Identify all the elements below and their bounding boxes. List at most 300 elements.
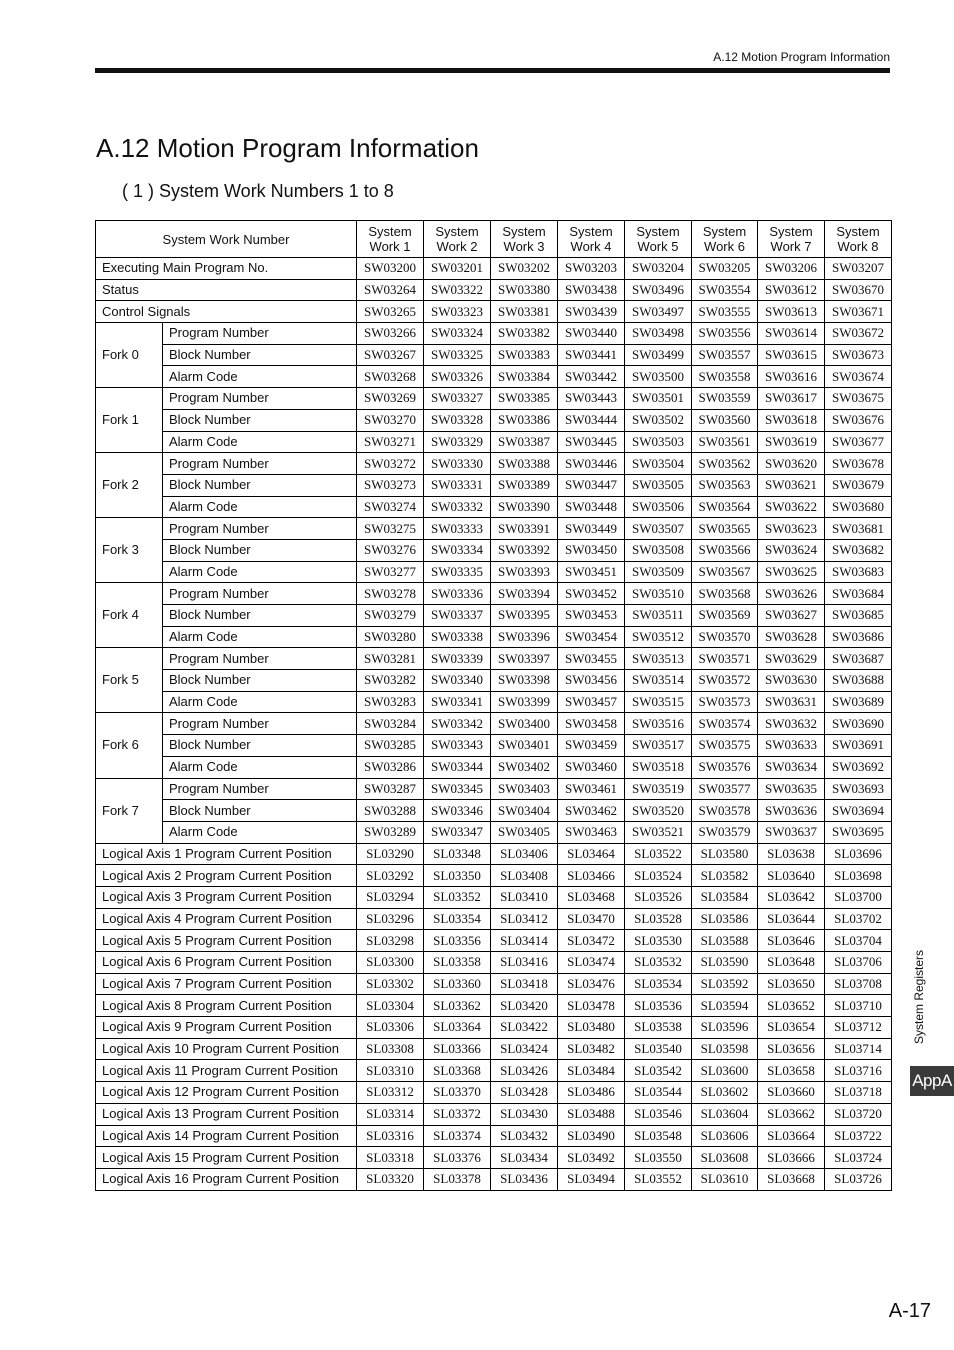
register-cell: SW03506 bbox=[625, 496, 692, 518]
register-cell: SW03671 bbox=[825, 301, 892, 323]
table-row bbox=[96, 344, 892, 366]
register-cell: SW03334 bbox=[424, 539, 491, 561]
register-cell: SW03399 bbox=[491, 691, 558, 713]
row-label: Block Number bbox=[163, 344, 357, 366]
register-cell: SW03453 bbox=[558, 605, 625, 627]
table-row bbox=[96, 713, 892, 735]
table-row bbox=[96, 735, 892, 757]
running-header: A.12 Motion Program Information bbox=[713, 50, 890, 64]
register-cell: SL03642 bbox=[758, 886, 825, 908]
register-cell: SL03606 bbox=[692, 1125, 758, 1147]
register-cell: SL03378 bbox=[424, 1168, 491, 1190]
row-label: Alarm Code bbox=[163, 691, 357, 713]
register-cell: SW03327 bbox=[424, 388, 491, 410]
row-label: Alarm Code bbox=[163, 561, 357, 583]
row-label: Logical Axis 11 Program Current Position bbox=[96, 1060, 357, 1082]
table-row bbox=[96, 800, 892, 822]
register-cell: SL03552 bbox=[625, 1168, 692, 1190]
register-cell: SL03476 bbox=[558, 973, 625, 995]
register-cell: SW03328 bbox=[424, 409, 491, 431]
register-cell: SW03201 bbox=[424, 258, 491, 280]
register-cell: SW03576 bbox=[692, 756, 758, 778]
register-cell: SL03486 bbox=[558, 1082, 625, 1104]
table-row bbox=[96, 930, 892, 952]
row-label: Logical Axis 1 Program Current Position bbox=[96, 843, 357, 865]
register-cell: SW03449 bbox=[558, 518, 625, 540]
register-cell: SW03682 bbox=[825, 539, 892, 561]
register-cell: SL03668 bbox=[758, 1168, 825, 1190]
register-cell: SW03322 bbox=[424, 279, 491, 301]
register-cell: SW03564 bbox=[692, 496, 758, 518]
row-label: Program Number bbox=[163, 778, 357, 800]
register-cell: SL03718 bbox=[825, 1082, 892, 1104]
register-cell: SL03582 bbox=[692, 865, 758, 887]
register-cell: SL03364 bbox=[424, 1017, 491, 1039]
register-cell: SW03397 bbox=[491, 648, 558, 670]
register-cell: SL03294 bbox=[357, 886, 424, 908]
register-cell: SW03618 bbox=[758, 409, 825, 431]
register-cell: SW03405 bbox=[491, 821, 558, 843]
register-cell: SL03470 bbox=[558, 908, 625, 930]
register-cell: SL03290 bbox=[357, 843, 424, 865]
register-cell: SL03716 bbox=[825, 1060, 892, 1082]
column-header: System Work 8 bbox=[825, 221, 892, 258]
row-label: Alarm Code bbox=[163, 431, 357, 453]
register-cell: SW03558 bbox=[692, 366, 758, 388]
register-cell: SW03287 bbox=[357, 778, 424, 800]
register-cell: SW03574 bbox=[692, 713, 758, 735]
fork-label: Fork 7 bbox=[96, 778, 163, 843]
register-cell: SL03480 bbox=[558, 1017, 625, 1039]
register-cell: SW03693 bbox=[825, 778, 892, 800]
register-cell: SL03494 bbox=[558, 1168, 625, 1190]
register-cell: SL03300 bbox=[357, 952, 424, 974]
register-cell: SW03627 bbox=[758, 605, 825, 627]
register-cell: SW03264 bbox=[357, 279, 424, 301]
register-cell: SW03462 bbox=[558, 800, 625, 822]
table-row bbox=[96, 388, 892, 410]
register-cell: SW03340 bbox=[424, 670, 491, 692]
row-label: Logical Axis 16 Program Current Position bbox=[96, 1168, 357, 1190]
register-cell: SL03372 bbox=[424, 1103, 491, 1125]
register-cell: SL03422 bbox=[491, 1017, 558, 1039]
register-cell: SW03622 bbox=[758, 496, 825, 518]
register-cell: SL03302 bbox=[357, 973, 424, 995]
table-row bbox=[96, 583, 892, 605]
register-cell: SW03633 bbox=[758, 735, 825, 757]
register-cell: SW03676 bbox=[825, 409, 892, 431]
register-cell: SW03385 bbox=[491, 388, 558, 410]
register-cell: SW03284 bbox=[357, 713, 424, 735]
row-label: Program Number bbox=[163, 453, 357, 475]
register-cell: SL03362 bbox=[424, 995, 491, 1017]
register-cell: SL03306 bbox=[357, 1017, 424, 1039]
column-header: System Work 1 bbox=[357, 221, 424, 258]
register-cell: SW03623 bbox=[758, 518, 825, 540]
register-cell: SL03708 bbox=[825, 973, 892, 995]
row-label: Block Number bbox=[163, 800, 357, 822]
register-cell: SW03684 bbox=[825, 583, 892, 605]
register-cell: SW03675 bbox=[825, 388, 892, 410]
register-cell: SW03441 bbox=[558, 344, 625, 366]
row-label: Control Signals bbox=[96, 301, 357, 323]
register-cell: SW03510 bbox=[625, 583, 692, 605]
register-cell: SL03376 bbox=[424, 1147, 491, 1169]
register-cell: SW03439 bbox=[558, 301, 625, 323]
register-cell: SW03442 bbox=[558, 366, 625, 388]
register-cell: SW03450 bbox=[558, 539, 625, 561]
register-cell: SW03267 bbox=[357, 344, 424, 366]
row-label: Logical Axis 13 Program Current Position bbox=[96, 1103, 357, 1125]
register-cell: SL03646 bbox=[758, 930, 825, 952]
register-cell: SL03696 bbox=[825, 843, 892, 865]
register-cell: SL03296 bbox=[357, 908, 424, 930]
table-row bbox=[96, 626, 892, 648]
register-cell: SW03337 bbox=[424, 605, 491, 627]
register-cell: SW03674 bbox=[825, 366, 892, 388]
row-label: Alarm Code bbox=[163, 496, 357, 518]
register-cell: SL03706 bbox=[825, 952, 892, 974]
register-cell: SW03393 bbox=[491, 561, 558, 583]
register-cell: SL03368 bbox=[424, 1060, 491, 1082]
register-cell: SW03561 bbox=[692, 431, 758, 453]
register-cell: SW03615 bbox=[758, 344, 825, 366]
register-cell: SW03579 bbox=[692, 821, 758, 843]
register-cell: SL03550 bbox=[625, 1147, 692, 1169]
register-cell: SL03532 bbox=[625, 952, 692, 974]
register-cell: SL03314 bbox=[357, 1103, 424, 1125]
register-cell: SW03569 bbox=[692, 605, 758, 627]
register-cell: SL03354 bbox=[424, 908, 491, 930]
table-row bbox=[96, 561, 892, 583]
register-cell: SL03638 bbox=[758, 843, 825, 865]
register-cell: SL03530 bbox=[625, 930, 692, 952]
register-cell: SW03395 bbox=[491, 605, 558, 627]
row-label: Block Number bbox=[163, 735, 357, 757]
register-cell: SL03602 bbox=[692, 1082, 758, 1104]
register-cell: SL03356 bbox=[424, 930, 491, 952]
register-cell: SL03434 bbox=[491, 1147, 558, 1169]
register-cell: SL03428 bbox=[491, 1082, 558, 1104]
row-label: Program Number bbox=[163, 583, 357, 605]
column-header: System Work 7 bbox=[758, 221, 825, 258]
register-cell: SL03536 bbox=[625, 995, 692, 1017]
register-cell: SW03280 bbox=[357, 626, 424, 648]
register-cell: SW03200 bbox=[357, 258, 424, 280]
register-cell: SW03497 bbox=[625, 301, 692, 323]
fork-label: Fork 1 bbox=[96, 388, 163, 453]
table-row bbox=[96, 431, 892, 453]
register-cell: SL03436 bbox=[491, 1168, 558, 1190]
register-cell: SW03678 bbox=[825, 453, 892, 475]
register-cell: SW03560 bbox=[692, 409, 758, 431]
table-row bbox=[96, 756, 892, 778]
fork-label: Fork 3 bbox=[96, 518, 163, 583]
register-cell: SL03594 bbox=[692, 995, 758, 1017]
register-cell: SW03345 bbox=[424, 778, 491, 800]
table-row bbox=[96, 1038, 892, 1060]
register-cell: SL03492 bbox=[558, 1147, 625, 1169]
register-cell: SW03688 bbox=[825, 670, 892, 692]
table-row bbox=[96, 865, 892, 887]
register-cell: SW03286 bbox=[357, 756, 424, 778]
register-cell: SW03202 bbox=[491, 258, 558, 280]
register-cell: SW03335 bbox=[424, 561, 491, 583]
register-cell: SL03350 bbox=[424, 865, 491, 887]
register-cell: SL03548 bbox=[625, 1125, 692, 1147]
register-cell: SW03559 bbox=[692, 388, 758, 410]
register-cell: SW03460 bbox=[558, 756, 625, 778]
register-cell: SL03464 bbox=[558, 843, 625, 865]
register-cell: SW03625 bbox=[758, 561, 825, 583]
register-cell: SW03445 bbox=[558, 431, 625, 453]
register-cell: SL03590 bbox=[692, 952, 758, 974]
register-cell: SL03700 bbox=[825, 886, 892, 908]
register-cell: SW03338 bbox=[424, 626, 491, 648]
register-cell: SW03563 bbox=[692, 474, 758, 496]
register-cell: SW03683 bbox=[825, 561, 892, 583]
register-cell: SW03565 bbox=[692, 518, 758, 540]
register-cell: SW03575 bbox=[692, 735, 758, 757]
fork-label: Fork 2 bbox=[96, 453, 163, 518]
table-row bbox=[96, 952, 892, 974]
register-cell: SL03526 bbox=[625, 886, 692, 908]
table-row bbox=[96, 258, 892, 280]
register-cell: SW03571 bbox=[692, 648, 758, 670]
register-cell: SW03331 bbox=[424, 474, 491, 496]
register-cell: SW03386 bbox=[491, 409, 558, 431]
register-cell: SL03544 bbox=[625, 1082, 692, 1104]
register-cell: SL03360 bbox=[424, 973, 491, 995]
register-cell: SL03546 bbox=[625, 1103, 692, 1125]
register-cell: SW03637 bbox=[758, 821, 825, 843]
table-row bbox=[96, 539, 892, 561]
register-cell: SW03278 bbox=[357, 583, 424, 605]
register-cell: SW03205 bbox=[692, 258, 758, 280]
register-cell: SW03517 bbox=[625, 735, 692, 757]
register-cell: SW03326 bbox=[424, 366, 491, 388]
table-row bbox=[96, 843, 892, 865]
register-cell: SW03577 bbox=[692, 778, 758, 800]
register-cell: SW03271 bbox=[357, 431, 424, 453]
section-title: ( 1 ) System Work Numbers 1 to 8 bbox=[122, 181, 394, 201]
register-cell: SL03408 bbox=[491, 865, 558, 887]
register-cell: SL03304 bbox=[357, 995, 424, 1017]
table-row bbox=[96, 409, 892, 431]
register-cell: SL03586 bbox=[692, 908, 758, 930]
register-cell: SW03274 bbox=[357, 496, 424, 518]
register-cell: SL03472 bbox=[558, 930, 625, 952]
register-cell: SW03398 bbox=[491, 670, 558, 692]
register-cell: SL03412 bbox=[491, 908, 558, 930]
register-cell: SW03507 bbox=[625, 518, 692, 540]
register-cell: SW03380 bbox=[491, 279, 558, 301]
register-cell: SW03630 bbox=[758, 670, 825, 692]
register-cell: SL03710 bbox=[825, 995, 892, 1017]
register-cell: SW03207 bbox=[825, 258, 892, 280]
register-cell: SW03573 bbox=[692, 691, 758, 713]
register-cell: SW03677 bbox=[825, 431, 892, 453]
table-row bbox=[96, 1147, 892, 1169]
register-cell: SW03636 bbox=[758, 800, 825, 822]
register-cell: SL03640 bbox=[758, 865, 825, 887]
register-cell: SW03332 bbox=[424, 496, 491, 518]
register-cell: SL03370 bbox=[424, 1082, 491, 1104]
table-row bbox=[96, 973, 892, 995]
page-title: A.12 Motion Program Information bbox=[96, 133, 479, 163]
register-cell: SL03292 bbox=[357, 865, 424, 887]
register-cell: SW03498 bbox=[625, 323, 692, 345]
register-cell: SW03454 bbox=[558, 626, 625, 648]
register-cell: SW03556 bbox=[692, 323, 758, 345]
row-label: Logical Axis 4 Program Current Position bbox=[96, 908, 357, 930]
register-cell: SL03666 bbox=[758, 1147, 825, 1169]
register-cell: SW03446 bbox=[558, 453, 625, 475]
register-cell: SW03391 bbox=[491, 518, 558, 540]
register-cell: SW03518 bbox=[625, 756, 692, 778]
register-cell: SL03366 bbox=[424, 1038, 491, 1060]
register-cell: SW03272 bbox=[357, 453, 424, 475]
register-cell: SW03502 bbox=[625, 409, 692, 431]
register-cell: SL03528 bbox=[625, 908, 692, 930]
register-cell: SW03461 bbox=[558, 778, 625, 800]
register-cell: SW03324 bbox=[424, 323, 491, 345]
table-row bbox=[96, 605, 892, 627]
register-cell: SW03505 bbox=[625, 474, 692, 496]
register-cell: SL03488 bbox=[558, 1103, 625, 1125]
register-cell: SL03592 bbox=[692, 973, 758, 995]
register-cell: SW03500 bbox=[625, 366, 692, 388]
register-cell: SL03610 bbox=[692, 1168, 758, 1190]
register-cell: SW03344 bbox=[424, 756, 491, 778]
register-cell: SL03420 bbox=[491, 995, 558, 1017]
row-label: Block Number bbox=[163, 474, 357, 496]
row-label: Logical Axis 5 Program Current Position bbox=[96, 930, 357, 952]
row-label: Alarm Code bbox=[163, 626, 357, 648]
register-cell: SW03341 bbox=[424, 691, 491, 713]
register-cell: SL03522 bbox=[625, 843, 692, 865]
table-row bbox=[96, 670, 892, 692]
register-cell: SW03456 bbox=[558, 670, 625, 692]
register-cell: SW03687 bbox=[825, 648, 892, 670]
register-cell: SW03568 bbox=[692, 583, 758, 605]
register-cell: SL03418 bbox=[491, 973, 558, 995]
register-cell: SW03629 bbox=[758, 648, 825, 670]
register-cell: SL03474 bbox=[558, 952, 625, 974]
register-cell: SL03466 bbox=[558, 865, 625, 887]
table-header-row bbox=[96, 221, 892, 258]
row-label: Logical Axis 14 Program Current Position bbox=[96, 1125, 357, 1147]
row-label: Logical Axis 6 Program Current Position bbox=[96, 952, 357, 974]
register-cell: SW03509 bbox=[625, 561, 692, 583]
register-cell: SW03283 bbox=[357, 691, 424, 713]
register-cell: SW03447 bbox=[558, 474, 625, 496]
register-cell: SL03416 bbox=[491, 952, 558, 974]
register-cell: SL03320 bbox=[357, 1168, 424, 1190]
register-cell: SL03654 bbox=[758, 1017, 825, 1039]
register-cell: SW03329 bbox=[424, 431, 491, 453]
register-cell: SW03387 bbox=[491, 431, 558, 453]
register-cell: SL03580 bbox=[692, 843, 758, 865]
register-cell: SL03414 bbox=[491, 930, 558, 952]
register-cell: SW03390 bbox=[491, 496, 558, 518]
register-cell: SL03712 bbox=[825, 1017, 892, 1039]
register-cell: SW03614 bbox=[758, 323, 825, 345]
register-cell: SL03662 bbox=[758, 1103, 825, 1125]
register-cell: SW03557 bbox=[692, 344, 758, 366]
register-cell: SW03325 bbox=[424, 344, 491, 366]
table-row bbox=[96, 279, 892, 301]
register-cell: SW03281 bbox=[357, 648, 424, 670]
register-cell: SW03270 bbox=[357, 409, 424, 431]
register-cell: SW03448 bbox=[558, 496, 625, 518]
register-cell: SL03426 bbox=[491, 1060, 558, 1082]
table-row bbox=[96, 1103, 892, 1125]
register-cell: SW03204 bbox=[625, 258, 692, 280]
register-cell: SL03714 bbox=[825, 1038, 892, 1060]
register-cell: SL03722 bbox=[825, 1125, 892, 1147]
register-cell: SW03503 bbox=[625, 431, 692, 453]
register-cell: SW03570 bbox=[692, 626, 758, 648]
register-cell: SL03604 bbox=[692, 1103, 758, 1125]
register-cell: SW03691 bbox=[825, 735, 892, 757]
register-cell: SW03440 bbox=[558, 323, 625, 345]
register-cell: SW03394 bbox=[491, 583, 558, 605]
register-cell: SL03540 bbox=[625, 1038, 692, 1060]
register-cell: SW03459 bbox=[558, 735, 625, 757]
register-cell: SW03458 bbox=[558, 713, 625, 735]
register-cell: SW03562 bbox=[692, 453, 758, 475]
register-cell: SW03695 bbox=[825, 821, 892, 843]
table-row bbox=[96, 453, 892, 475]
register-cell: SW03279 bbox=[357, 605, 424, 627]
register-cell: SL03656 bbox=[758, 1038, 825, 1060]
row-label: Block Number bbox=[163, 670, 357, 692]
register-cell: SW03347 bbox=[424, 821, 491, 843]
register-cell: SW03567 bbox=[692, 561, 758, 583]
row-label: Program Number bbox=[163, 648, 357, 670]
row-label: Alarm Code bbox=[163, 756, 357, 778]
row-label: Logical Axis 2 Program Current Position bbox=[96, 865, 357, 887]
register-cell: SL03348 bbox=[424, 843, 491, 865]
table-row bbox=[96, 1060, 892, 1082]
appendix-tab: AppA bbox=[910, 1066, 954, 1096]
row-label: Alarm Code bbox=[163, 821, 357, 843]
register-cell: SW03617 bbox=[758, 388, 825, 410]
row-label: Logical Axis 12 Program Current Position bbox=[96, 1082, 357, 1104]
register-cell: SL03658 bbox=[758, 1060, 825, 1082]
register-cell: SW03342 bbox=[424, 713, 491, 735]
register-cell: SW03616 bbox=[758, 366, 825, 388]
register-cell: SW03346 bbox=[424, 800, 491, 822]
register-cell: SL03534 bbox=[625, 973, 692, 995]
register-cell: SW03268 bbox=[357, 366, 424, 388]
register-cell: SL03584 bbox=[692, 886, 758, 908]
register-cell: SW03323 bbox=[424, 301, 491, 323]
register-cell: SL03600 bbox=[692, 1060, 758, 1082]
register-cell: SW03626 bbox=[758, 583, 825, 605]
register-cell: SW03513 bbox=[625, 648, 692, 670]
register-cell: SW03515 bbox=[625, 691, 692, 713]
register-cell: SW03634 bbox=[758, 756, 825, 778]
row-label: Logical Axis 8 Program Current Position bbox=[96, 995, 357, 1017]
register-cell: SW03389 bbox=[491, 474, 558, 496]
register-cell: SW03203 bbox=[558, 258, 625, 280]
register-cell: SW03621 bbox=[758, 474, 825, 496]
fork-label: Fork 0 bbox=[96, 323, 163, 388]
register-cell: SL03702 bbox=[825, 908, 892, 930]
header-rule bbox=[95, 68, 890, 73]
